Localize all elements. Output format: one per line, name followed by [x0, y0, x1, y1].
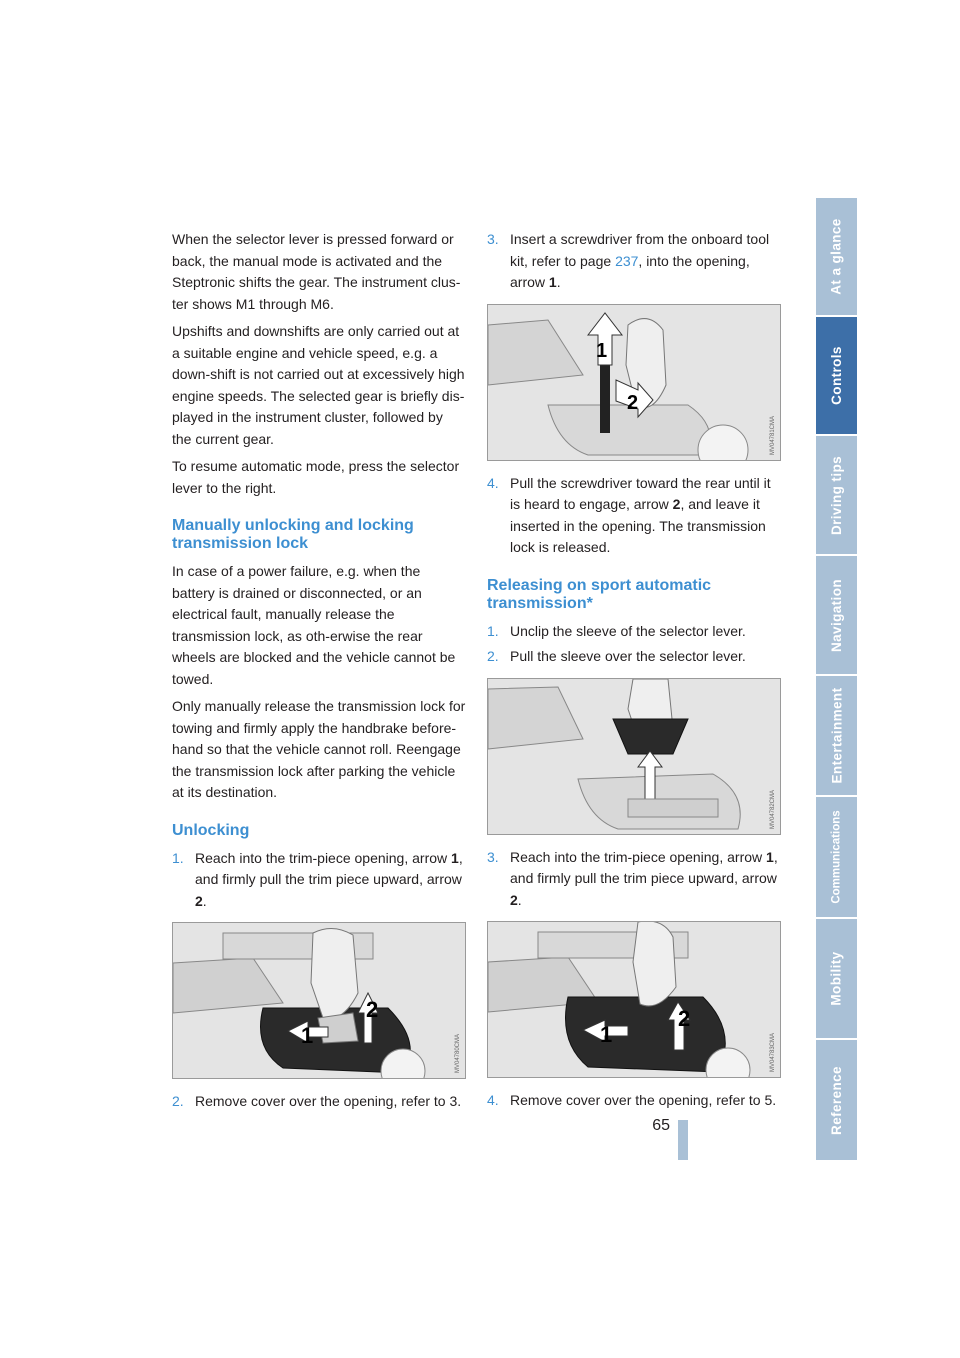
step-text: Pull the sleeve over the selector lever.	[510, 648, 746, 664]
step-number: 2.	[172, 1093, 184, 1109]
step-text: Remove cover over the opening, refer to 3.	[195, 1093, 462, 1109]
tab-mobility[interactable]: Mobility	[816, 919, 857, 1038]
arrow-label-1: 1	[301, 1023, 314, 1048]
tab-entertainment[interactable]: Entertainment	[816, 676, 857, 795]
sport-step-3	[487, 847, 782, 912]
paragraph-power-failure: In case of a power failure, e.g. when the battery is drained or disconnected, or an electrical fault, manually release the transmission lock, as oth-erwise the rear wheels are blocked and the vehicle cannot be towed.	[172, 563, 456, 687]
step-3	[487, 229, 782, 294]
figure-screwdriver-insert	[487, 304, 781, 461]
tab-reference[interactable]: Reference	[816, 1040, 857, 1160]
step-number: 3.	[487, 231, 499, 247]
heading-unlocking: Unlocking	[172, 821, 250, 839]
heading-sport-automatic: Releasing on sport automatic transmission*	[487, 576, 712, 612]
page-number-bar	[678, 1120, 688, 1160]
figure-trim-piece-pull	[172, 922, 466, 1079]
arrow-label-2: 2	[678, 1006, 691, 1031]
figure-code: MV04781CMA	[770, 415, 776, 455]
tab-driving-tips[interactable]: Driving tips	[816, 436, 857, 554]
left-column	[172, 229, 466, 1117]
sport-step-1	[487, 621, 782, 643]
arrow-label-1: 1	[600, 1022, 613, 1047]
step-text: Unclip the sleeve of the selector lever.	[510, 622, 746, 639]
paragraph-manual-mode: When the selector lever is pressed forward or back, the manual mode is activated and the Steptronic shifts the gear. The instrument clus-ter shows M1 through M6.	[172, 231, 461, 312]
sport-step-4	[487, 1090, 782, 1112]
figure-sport-trim-pull	[487, 921, 781, 1078]
page-number: 65	[652, 1117, 670, 1134]
tab-communications[interactable]: Communications	[816, 797, 857, 917]
page-link[interactable]: 237	[615, 252, 639, 269]
tab-controls[interactable]: Controls	[816, 317, 857, 434]
tab-navigation[interactable]: Navigation	[816, 556, 857, 674]
step-text: Reach into the trim-piece opening, arrow 1, and firmly pull the trim piece upward, arrow 2.	[195, 849, 463, 909]
step-text: Remove cover over the opening, refer to 5.	[510, 1092, 777, 1108]
arrow-label-1: 1	[596, 339, 608, 362]
step-number: 4.	[487, 1092, 499, 1108]
arrow-label-2: 2	[366, 997, 379, 1022]
step-number: 2.	[487, 648, 499, 664]
right-column	[487, 229, 782, 1116]
paragraph-resume: To resume automatic mode, press the selector lever to the right.	[172, 458, 460, 496]
step-number: 3.	[487, 848, 499, 865]
step-number: 4.	[487, 474, 499, 491]
sport-step-2	[487, 646, 782, 668]
figure-sleeve-pull	[487, 678, 781, 835]
step-text: Reach into the trim-piece opening, arrow 1, and firmly pull the trim piece upward, arrow 2.	[510, 848, 778, 908]
tab-at-a-glance[interactable]: At a glance	[816, 198, 857, 315]
chapter-sidebar	[816, 198, 857, 1160]
figure-code: MV04780CMA	[455, 1033, 461, 1073]
step-1	[172, 848, 466, 913]
step-number: 1.	[487, 622, 499, 639]
arrow-label-2: 2	[627, 391, 639, 414]
step-2	[172, 1091, 466, 1113]
step-number: 1.	[172, 849, 184, 866]
paragraph-towing: Only manually release the transmission lock for towing and firmly apply the handbrake before-hand so that the vehicle cannot roll. Reengage the transmission lock after parking the vehicle at its destination.	[172, 698, 466, 800]
step-4	[487, 473, 782, 559]
heading-manual-unlock: Manually unlocking and locking transmission lock	[172, 517, 414, 552]
figure-code: MV04782CMA	[770, 789, 776, 829]
step-text: Pull the screwdriver toward the rear until it is heard to engage, arrow 2, and leave it inserted in the opening. The transmission lock is released.	[510, 474, 771, 555]
figure-code: MV04783CMA	[770, 1032, 776, 1072]
paragraph-shifts: Upshifts and downshifts are only carried out at a suitable engine and vehicle speed, e.g. a down-shift is not carried out at excessively high engine speeds. The selected gear is briefly dis-played in the instrument cluster, followed by the current gear.	[172, 323, 465, 447]
step-text: Insert a screwdriver from the onboard tool kit, refer to page 237, into the opening, arrow 1.	[510, 231, 770, 290]
